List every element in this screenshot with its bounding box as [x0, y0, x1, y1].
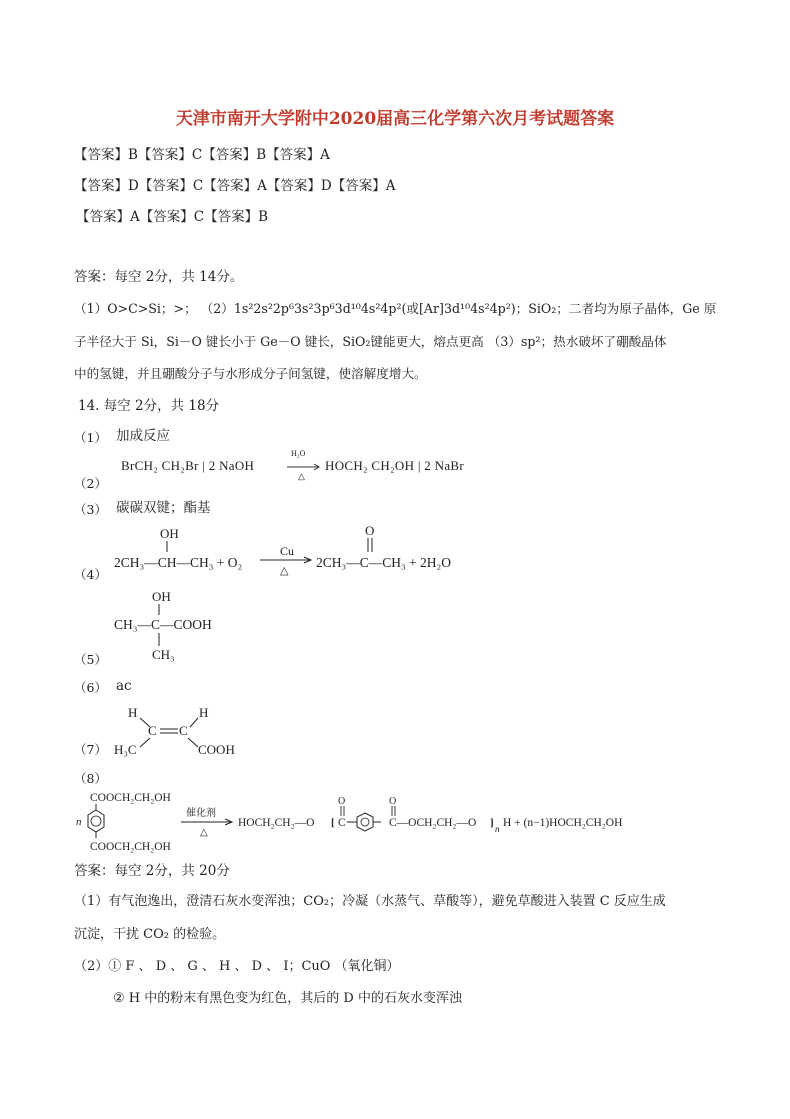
q14-part7-h-left: H	[128, 705, 138, 720]
q14-part7-carbon-left: C	[148, 723, 157, 738]
q14-part3-number: （3）	[74, 502, 107, 517]
q14-header: 14. 每空 2分，共 18分	[78, 398, 220, 414]
q14-part5-methyl: CH₃	[152, 647, 175, 662]
q15-line-2: 沉淀，干扰 CO₂ 的检验。	[74, 927, 226, 942]
q14-part8-number: （8）	[74, 771, 107, 786]
q14-part1-answer: 加成反应	[116, 428, 170, 444]
q14-part5-number: （5）	[74, 652, 107, 667]
q14-part4-products: 2CH₃—C—CH₃ + 2H₂O	[316, 555, 451, 570]
q14-part7-structure	[110, 702, 260, 762]
q14-part7-carbon-right: C	[179, 723, 188, 738]
q14-part8-oxygen-2: O	[389, 796, 397, 807]
document-title: 天津市南开大学附中2020届高三化学第六次月考试题答案	[175, 109, 615, 129]
q14-part5-structure	[110, 586, 270, 666]
q14-part4-number: （4）	[74, 567, 107, 582]
q14-part7-h-right: H	[199, 705, 209, 720]
q13-line-3: 中的氢键，并且硼酸分子与水形成分子间氢键，使溶解度增大。	[74, 366, 427, 381]
q14-part8-catalyst: 催化剂	[186, 808, 216, 819]
q14-part8-n: n	[76, 816, 82, 828]
q14-part7-number: （7）	[74, 742, 107, 757]
mc-answer-line-2: 【答案】D【答案】C【答案】A【答案】D【答案】A	[74, 178, 396, 194]
q14-part4-reactants: 2CH₃—CH—CH₃ + O₂	[114, 555, 243, 570]
benzene-ring-icon	[88, 810, 104, 832]
q14-part5-main-chain: CH₃—C—COOH	[114, 617, 212, 632]
q14-part8-bottom-substituent: COOCH₂CH₂OH	[90, 841, 171, 853]
benzene-ring-icon	[357, 813, 373, 831]
q13-line-1: （1）O>C>Si；>； （2）1s²2s²2p⁶3s²3p⁶3d¹⁰4s²4p²(或[Ar]3d¹⁰4s²4p²)；SiO₂；二者均为原子晶体，Ge 原	[74, 301, 717, 316]
q14-part7-carboxyl: COOH	[198, 742, 235, 757]
mc-answer-line-3: 【答案】A【答案】C【答案】B	[76, 209, 268, 225]
q14-part7-methyl: H₃C	[114, 742, 137, 757]
q14-part2-condition-water: H₂O	[291, 449, 306, 458]
q14-part8-product-middle: C—OCH₂CH₂—O	[389, 817, 477, 829]
q15-header: 答案：每空 2分，共 20分	[74, 863, 230, 879]
q15-line-4: ② H 中的粉末有黑色变为红色，其后的 D 中的石灰水变浑浊	[113, 991, 462, 1006]
q14-part5-oh-label: OH	[152, 589, 171, 604]
q14-part2-number: （2）	[74, 476, 107, 491]
q14-part4-oh-label: OH	[160, 526, 179, 541]
q14-part8-top-substituent: COOCH₂CH₂OH	[90, 792, 171, 804]
q14-part2-condition-heat: △	[298, 471, 305, 481]
svg-text:[: [	[331, 817, 335, 829]
q14-part4-catalyst: Cu	[280, 544, 295, 558]
q14-part2-products: HOCH₂ CH₂OH | 2 NaBr	[325, 458, 464, 473]
q14-part8-product-carbonyl: C	[338, 817, 346, 829]
q15-line-3: （2）① F 、 D 、 G 、 H 、 D 、 I；CuO （氧化铜）	[74, 959, 400, 974]
q14-part4-ketone-oxygen: O	[365, 523, 375, 538]
q14-part8-polymerization-equation	[76, 788, 636, 858]
q14-part6-number: （6）	[74, 680, 107, 695]
q14-part8-oxygen-1: O	[338, 796, 346, 807]
q14-part3-answer: 碳碳双键；酯基	[116, 500, 211, 516]
q14-part1-number: （1）	[74, 430, 107, 445]
q13-line-2: 子半径大于 Si，Si－O 键长小于 Ge－O 键长，SiO₂键能更大，熔点更高 （3）sp²；热水破坏了硼酸晶体	[74, 334, 667, 349]
q14-part8-product-start: HOCH₂CH₂—O	[238, 817, 315, 829]
q14-part4-oxidation-equation	[110, 522, 480, 582]
q14-part8-repeat-n: n	[495, 824, 500, 834]
q14-part8-heat: △	[200, 827, 208, 838]
q14-part4-heat: △	[280, 565, 289, 577]
q14-part2-reactants: BrCH₂ CH₂Br | 2 NaOH	[121, 458, 255, 473]
q15-line-1: （1）有气泡逸出，澄清石灰水变浑浊；CO₂；冷凝（水蒸气、草酸等），避免草酸进入装置 C 反应生成	[74, 894, 666, 909]
q13-header: 答案：每空 2分，共 14分。	[74, 269, 244, 285]
mc-answer-line-1: 【答案】B【答案】C【答案】B【答案】A	[74, 147, 330, 163]
svg-text:]: ]	[490, 817, 494, 829]
q14-part6-answer: ac	[116, 678, 132, 694]
q14-part8-product-end: H + (n−1)HOCH₂CH₂OH	[503, 817, 623, 829]
